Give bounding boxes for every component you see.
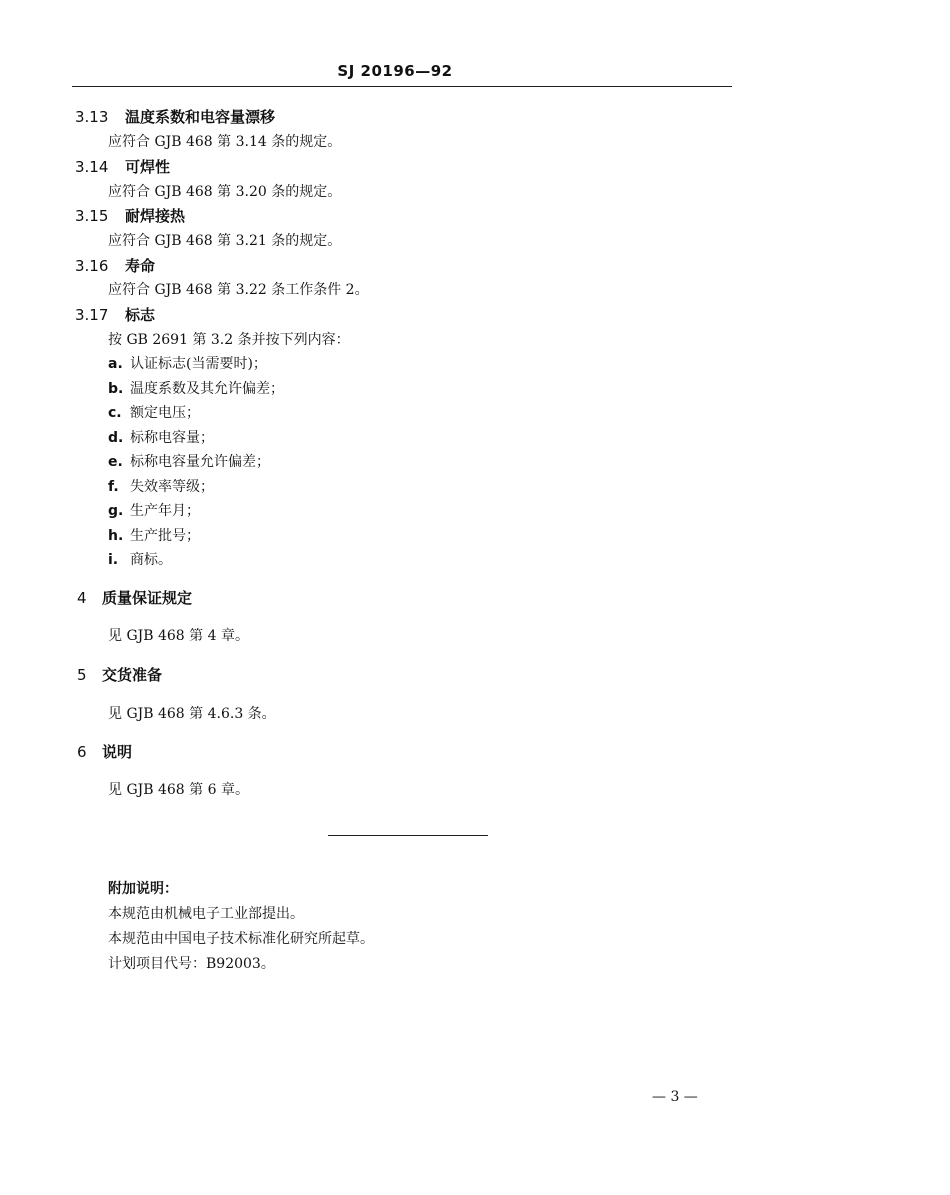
section-title: 可焊性	[125, 158, 171, 176]
list-item	[108, 378, 284, 398]
section-body-3-14: 应符合 GJB 468 第 3.20 条的规定。	[108, 184, 342, 200]
list-letter: a.	[108, 356, 123, 372]
notes-title: 附加说明：	[108, 881, 178, 897]
section-title: 寿命	[125, 257, 156, 275]
section-number: 3.14	[75, 158, 109, 176]
list-letter: h.	[108, 528, 124, 544]
section-number: 3.15	[75, 207, 109, 225]
list-item	[108, 427, 214, 447]
section-heading-3-15	[75, 205, 185, 226]
list-item	[108, 451, 270, 471]
chapter-heading-4	[77, 587, 192, 608]
list-text: 认证标志(当需要时)；	[130, 356, 267, 372]
chapter-body-6: 见 GJB 468 第 6 章。	[108, 782, 249, 798]
list-letter: i.	[108, 552, 119, 568]
chapter-title: 说明	[102, 743, 133, 761]
list-text: 标称电容量允许偏差；	[130, 454, 270, 470]
list-text: 额定电压；	[130, 405, 200, 421]
chapter-body-5: 见 GJB 468 第 4.6.3 条。	[108, 706, 276, 722]
list-text: 标称电容量；	[130, 430, 214, 446]
list-letter: f.	[108, 479, 119, 495]
list-letter: d.	[108, 430, 124, 446]
chapter-heading-6	[77, 741, 132, 762]
section-heading-3-14	[75, 156, 170, 177]
section-heading-3-16	[75, 255, 155, 276]
section-number: 3.17	[75, 306, 109, 324]
list-letter: b.	[108, 381, 124, 397]
section-title: 耐焊接热	[125, 207, 186, 225]
chapter-body-4: 见 GJB 468 第 4 章。	[108, 628, 249, 644]
list-letter: e.	[108, 454, 123, 470]
section-body-3-17: 按 GB 2691 第 3.2 条并按下列内容：	[108, 332, 350, 348]
section-heading-3-17	[75, 304, 155, 325]
list-text: 商标。	[130, 552, 172, 568]
header-rule	[72, 86, 732, 87]
chapter-number: 5	[77, 666, 87, 684]
list-item	[108, 476, 214, 496]
note-line: 本规范由机械电子工业部提出。	[108, 906, 304, 922]
end-rule	[328, 835, 488, 836]
chapter-heading-5	[77, 664, 162, 685]
list-text: 生产批号；	[130, 528, 200, 544]
list-text: 温度系数及其允许偏差；	[130, 381, 284, 397]
list-letter: c.	[108, 405, 122, 421]
section-title: 温度系数和电容量漂移	[125, 108, 276, 126]
list-item	[108, 402, 200, 422]
chapter-number: 4	[77, 589, 87, 607]
list-item	[108, 500, 200, 520]
section-number: 3.13	[75, 108, 109, 126]
section-body-3-15: 应符合 GJB 468 第 3.21 条的规定。	[108, 233, 342, 249]
list-letter: g.	[108, 503, 124, 519]
standard-code: SJ 20196—92	[337, 62, 453, 80]
note-line: 本规范由中国电子技术标准化研究所起草。	[108, 931, 374, 947]
section-heading-3-13	[75, 106, 275, 127]
section-body-3-13: 应符合 GJB 468 第 3.14 条的规定。	[108, 134, 342, 150]
list-text: 失效率等级；	[130, 479, 214, 495]
section-number: 3.16	[75, 257, 109, 275]
chapter-number: 6	[77, 743, 87, 761]
list-item	[108, 549, 172, 569]
section-title: 标志	[125, 306, 156, 324]
section-body-3-16: 应符合 GJB 468 第 3.22 条工作条件 2。	[108, 282, 369, 298]
note-line: 计划项目代号：B92003。	[108, 956, 275, 972]
page-number: — 3 —	[652, 1089, 698, 1105]
chapter-title: 交货准备	[102, 666, 163, 684]
chapter-title: 质量保证规定	[102, 589, 193, 607]
list-item	[108, 525, 200, 545]
list-item	[108, 353, 267, 373]
list-text: 生产年月；	[130, 503, 200, 519]
